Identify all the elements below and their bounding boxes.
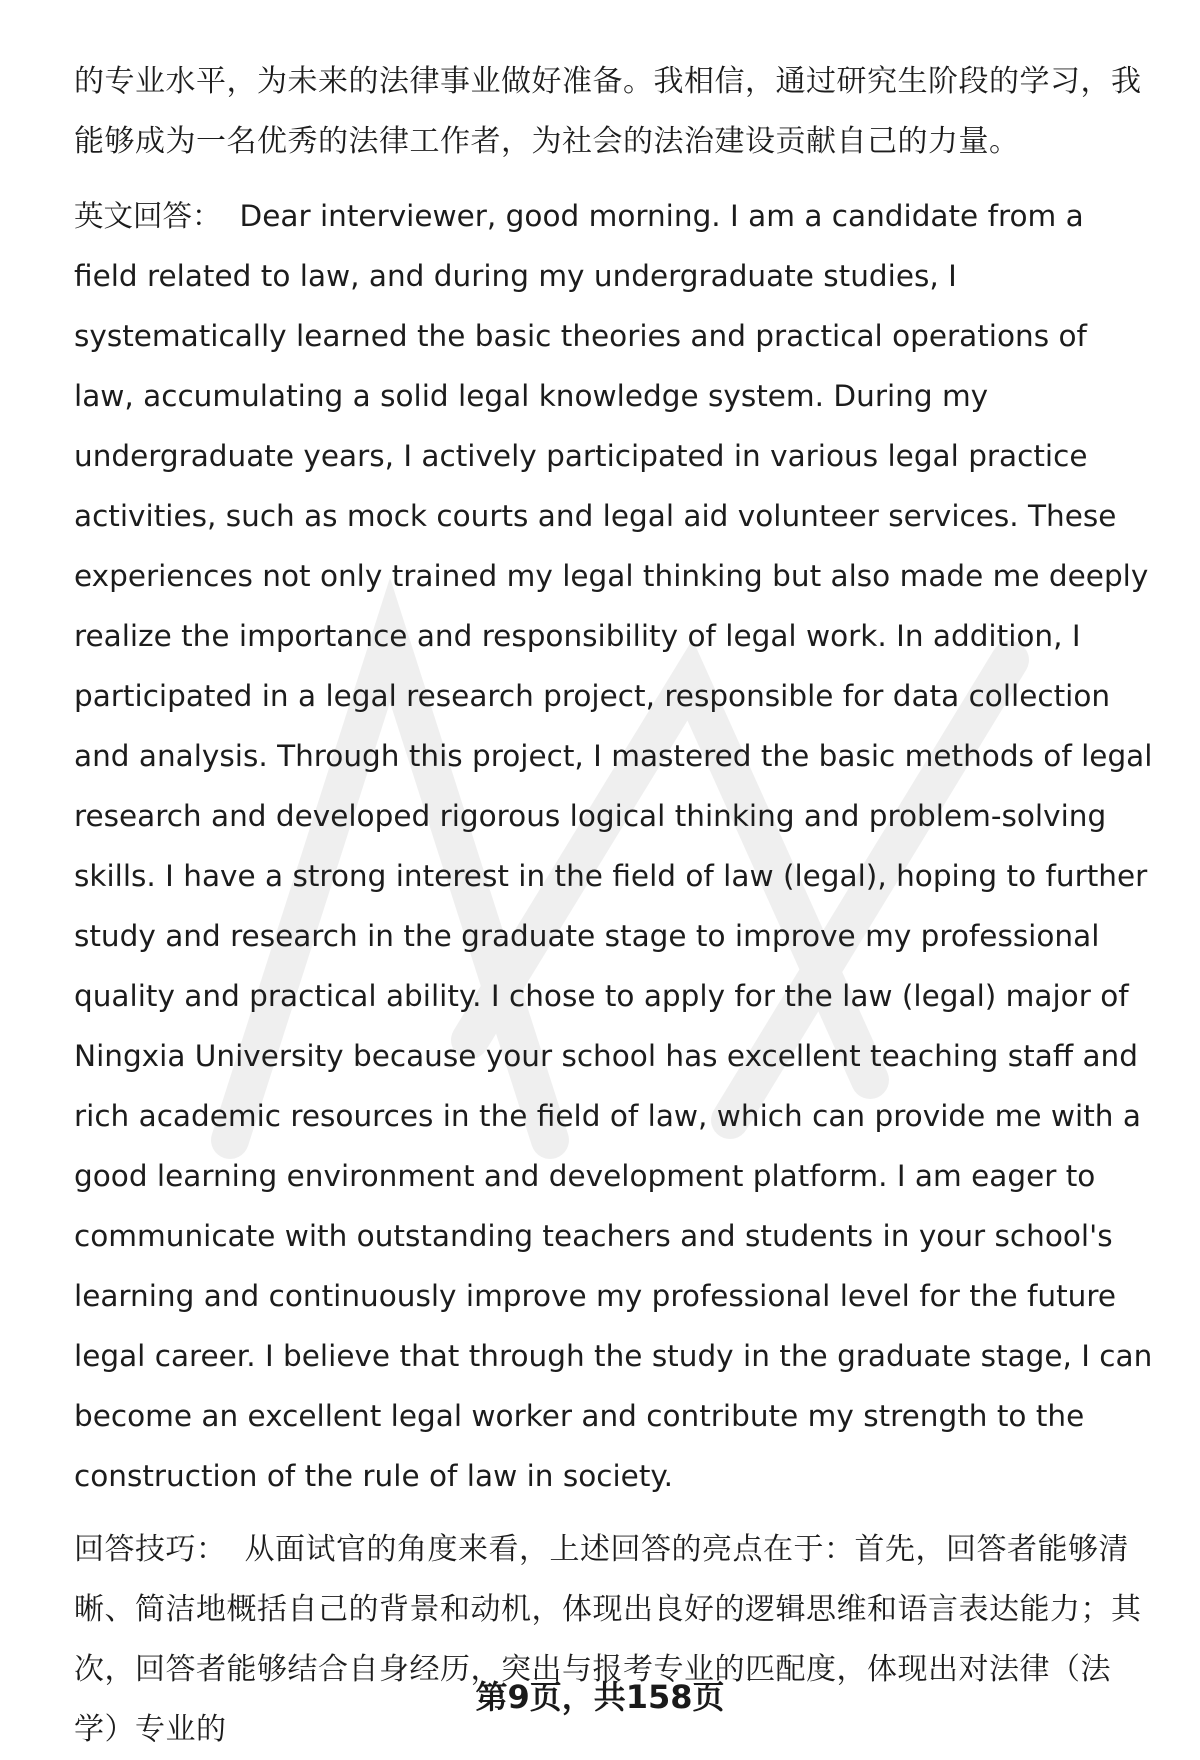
paragraph-gap bbox=[74, 1506, 1154, 1520]
english-answer-label: 英文回答： bbox=[74, 199, 222, 233]
intro-paragraph-end: 的专业水平，为未来的法律事业做好准备。我相信，通过研究生阶段的学习，我能够成为一名优秀的法律工作者，为社会的法治建设贡献自己的力量。 bbox=[74, 64, 1142, 159]
paragraph-gap bbox=[74, 172, 1154, 186]
english-answer-paragraph bbox=[74, 186, 1154, 1506]
answer-tips-text: 从面试官的角度来看，上述回答的亮点在于：首先，回答者能够清晰、简洁地概括自己的背景和动机，体现出良好的逻辑思维和语言表达能力；其次，回答者能够结合自身经历，突出与报考专业的匹配度，体现出对法律（法学）专业的 bbox=[74, 1532, 1142, 1747]
page-number-footer: 第9页，共158页 bbox=[475, 1678, 725, 1716]
document-body bbox=[74, 52, 1154, 1760]
english-answer-text: Dear interviewer, good morning. I am a candidate from a field related to law, and during my undergraduate studies, I systematically learned the basic theories and practical operations of law, accumulating a solid legal knowledge system. During my undergraduate years, I actively participated in various legal practice activities, such as mock courts and legal aid volunteer services. These experiences not only trained my legal thinking but also made me deeply realize the importance and responsibility of legal work. In addition, I participated in a legal research project, responsible for data collection and analysis. Through this project, I mastered the basic methods of legal research and developed rigorous logical thinking and problem-solving skills. I have a strong interest in the field of law (legal), hoping to further study and research in the graduate stage to improve my professional quality and practical ability. I chose to apply for the law (legal) major of Ningxia University because your school has excellent teaching staff and rich academic resources in the field of law, which can provide me with a good learning environment and development platform. I am eager to communicate with outstanding teachers and students in your school's learning and continuously improve my professional level for the future legal career. I believe that through the study in the graduate stage, I can become an excellent legal worker and contribute my strength to the construction of the rule of law in society. bbox=[74, 199, 1153, 1493]
answer-tips-label: 回答技巧： bbox=[74, 1532, 227, 1567]
answer-tips-paragraph bbox=[74, 1520, 1154, 1760]
